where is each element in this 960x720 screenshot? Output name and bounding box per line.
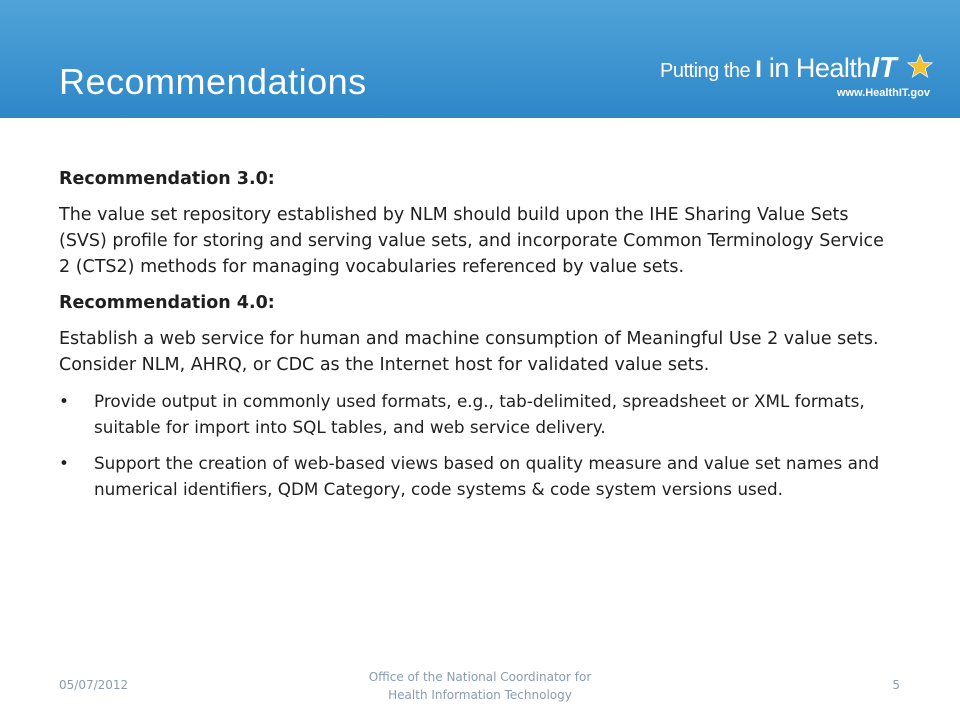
recommendation-3-heading: Recommendation 3.0: [59,169,275,189]
footer-org-line1: Office of the National Coordinator for [368,670,592,684]
bullet-icon: • [59,453,69,473]
recommendation-3-text: The value set repository established by NLM should build upon the IHE Sharing Value Sets (SVS) profile for storing and serving value sets, and incorporate Common Terminology Service 2 (CTS2) methods for managing vocabularies referenced by value sets. [59,205,884,277]
bullet-list [59,388,889,502]
slide-body [59,166,889,512]
list-item [59,450,889,502]
recommendation-4-heading: Recommendation 4.0: [59,293,275,313]
logo-word-in-health: in Health [761,53,871,83]
list-item [59,388,889,440]
logo-wordmark [660,52,897,85]
logo-word-i: I [755,56,762,83]
star-icon [906,52,934,80]
logo-word-it: IT [870,52,897,84]
healthit-logo [660,46,935,106]
footer-date: 05/07/2012 [59,678,129,692]
title-bar [0,0,960,118]
bullet-icon: • [59,391,69,411]
slide-title: Recommendations [59,61,367,102]
logo-url: www.HealthIT.gov [836,87,930,99]
recommendation-4-text: Establish a web service for human and machine consumption of Meaningful Use 2 value sets. Consider NLM, AHRQ, or CDC as the Internet host for validated value sets. [59,329,879,375]
bullet-text: Support the creation of web-based views based on quality measure and value set names and numerical identifiers, QDM Category, code systems & code system versions used. [94,453,880,499]
bullet-text: Provide output in commonly used formats, e.g., tab-delimited, spreadsheet or XML formats, suitable for import into SQL tables, and web service delivery. [94,391,865,437]
footer-org-line2: Health Information Technology [388,688,572,702]
footer-organization [330,668,630,704]
slide-footer [0,668,960,708]
page-number: 5 [892,678,900,692]
logo-word-putting-the: Putting the [660,60,756,82]
